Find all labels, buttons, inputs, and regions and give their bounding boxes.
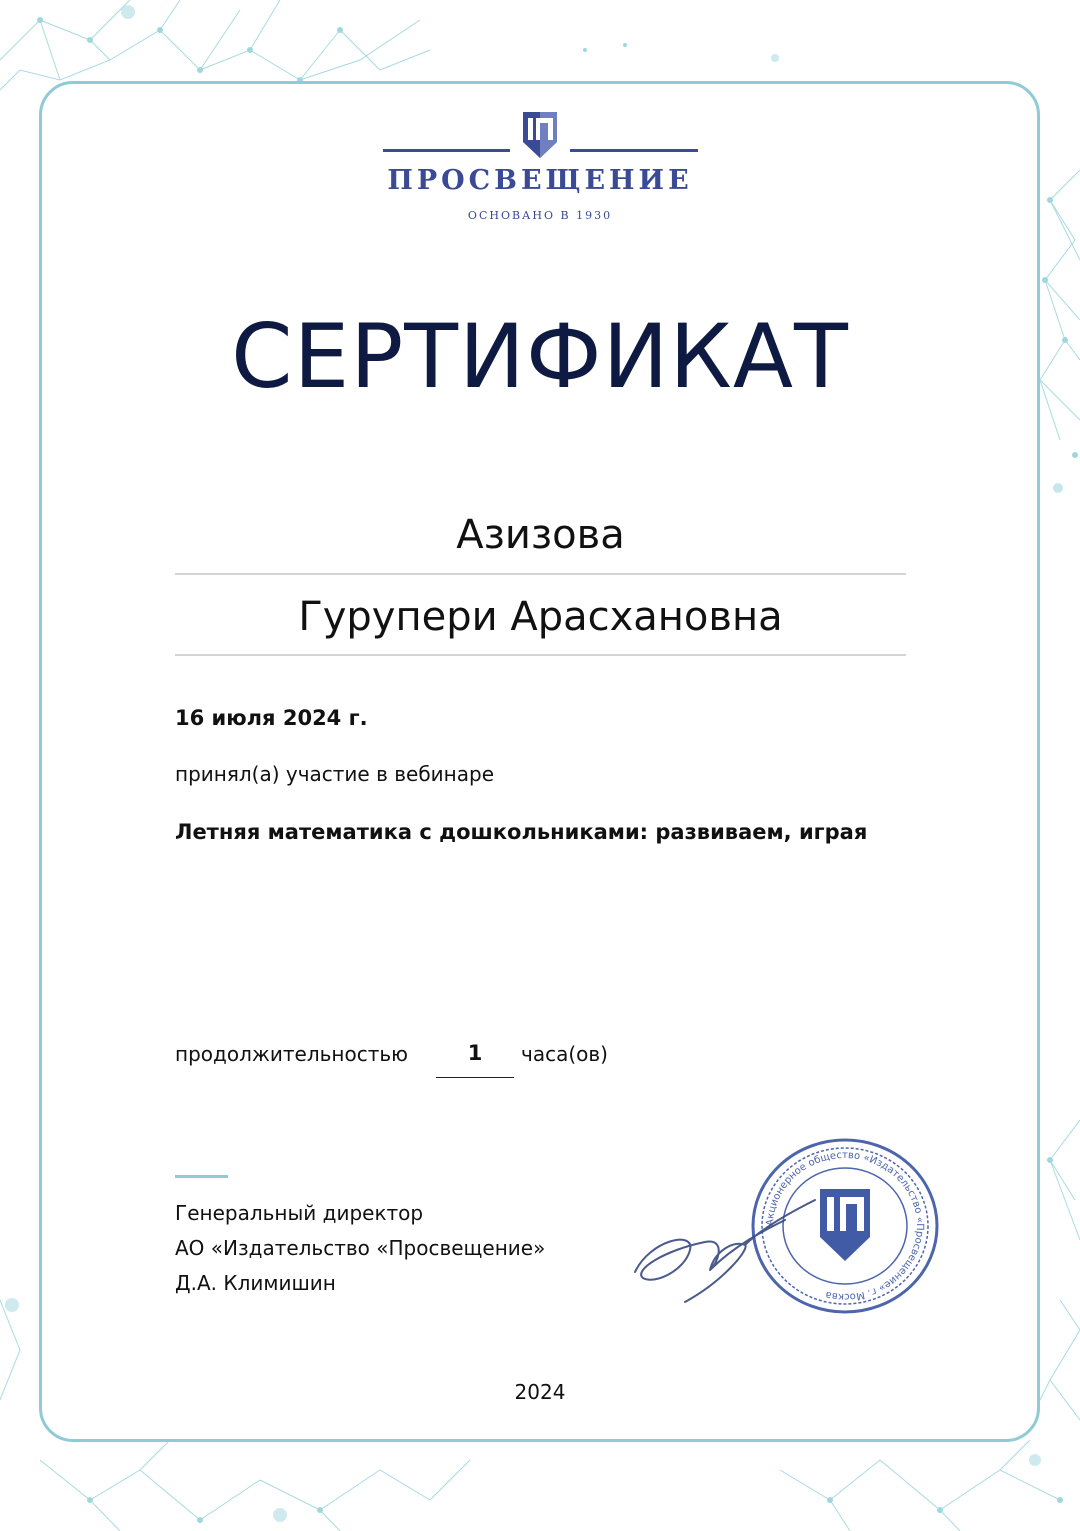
signatory-name: Д.А. Климишин bbox=[175, 1271, 336, 1295]
official-stamp-icon bbox=[748, 1134, 942, 1318]
participation-text: принял(а) участие в вебинаре bbox=[175, 762, 494, 786]
signatory-position: Генеральный директор bbox=[175, 1201, 424, 1225]
logo-subtitle: ОСНОВАНО В 1930 bbox=[467, 209, 613, 222]
stamp-ring-text: Акционерное общество «Издательство «Просвещение» г. Москва bbox=[764, 1149, 926, 1303]
event-date: 16 июля 2024 г. bbox=[175, 706, 368, 730]
publisher-logo bbox=[380, 105, 700, 225]
logo-rule-right bbox=[570, 149, 698, 152]
footer-year: 2024 bbox=[514, 1380, 566, 1404]
name-divider bbox=[175, 573, 906, 575]
signatory-block bbox=[175, 1196, 545, 1301]
recipient-given-names: Гурупери Арасхановна bbox=[298, 594, 783, 640]
certificate-title: СЕРТИФИКАТ bbox=[231, 305, 849, 408]
duration-underline bbox=[436, 1077, 514, 1078]
signatory-organization: АО «Издательство «Просвещение» bbox=[175, 1236, 546, 1260]
accent-bar bbox=[175, 1175, 228, 1178]
duration-value: 1 bbox=[467, 1041, 483, 1065]
logo-name: ПРОСВЕЩЕНИЕ bbox=[387, 165, 693, 196]
webinar-title: Летняя математика с дошкольниками: развиваем, играя bbox=[175, 820, 868, 844]
duration-unit: часа(ов) bbox=[521, 1042, 608, 1066]
duration-label: продолжительностью bbox=[175, 1042, 408, 1066]
shield-logo-icon bbox=[520, 108, 560, 160]
recipient-surname: Азизова bbox=[456, 512, 625, 558]
name-divider bbox=[175, 654, 906, 656]
logo-rule-left bbox=[383, 149, 510, 152]
